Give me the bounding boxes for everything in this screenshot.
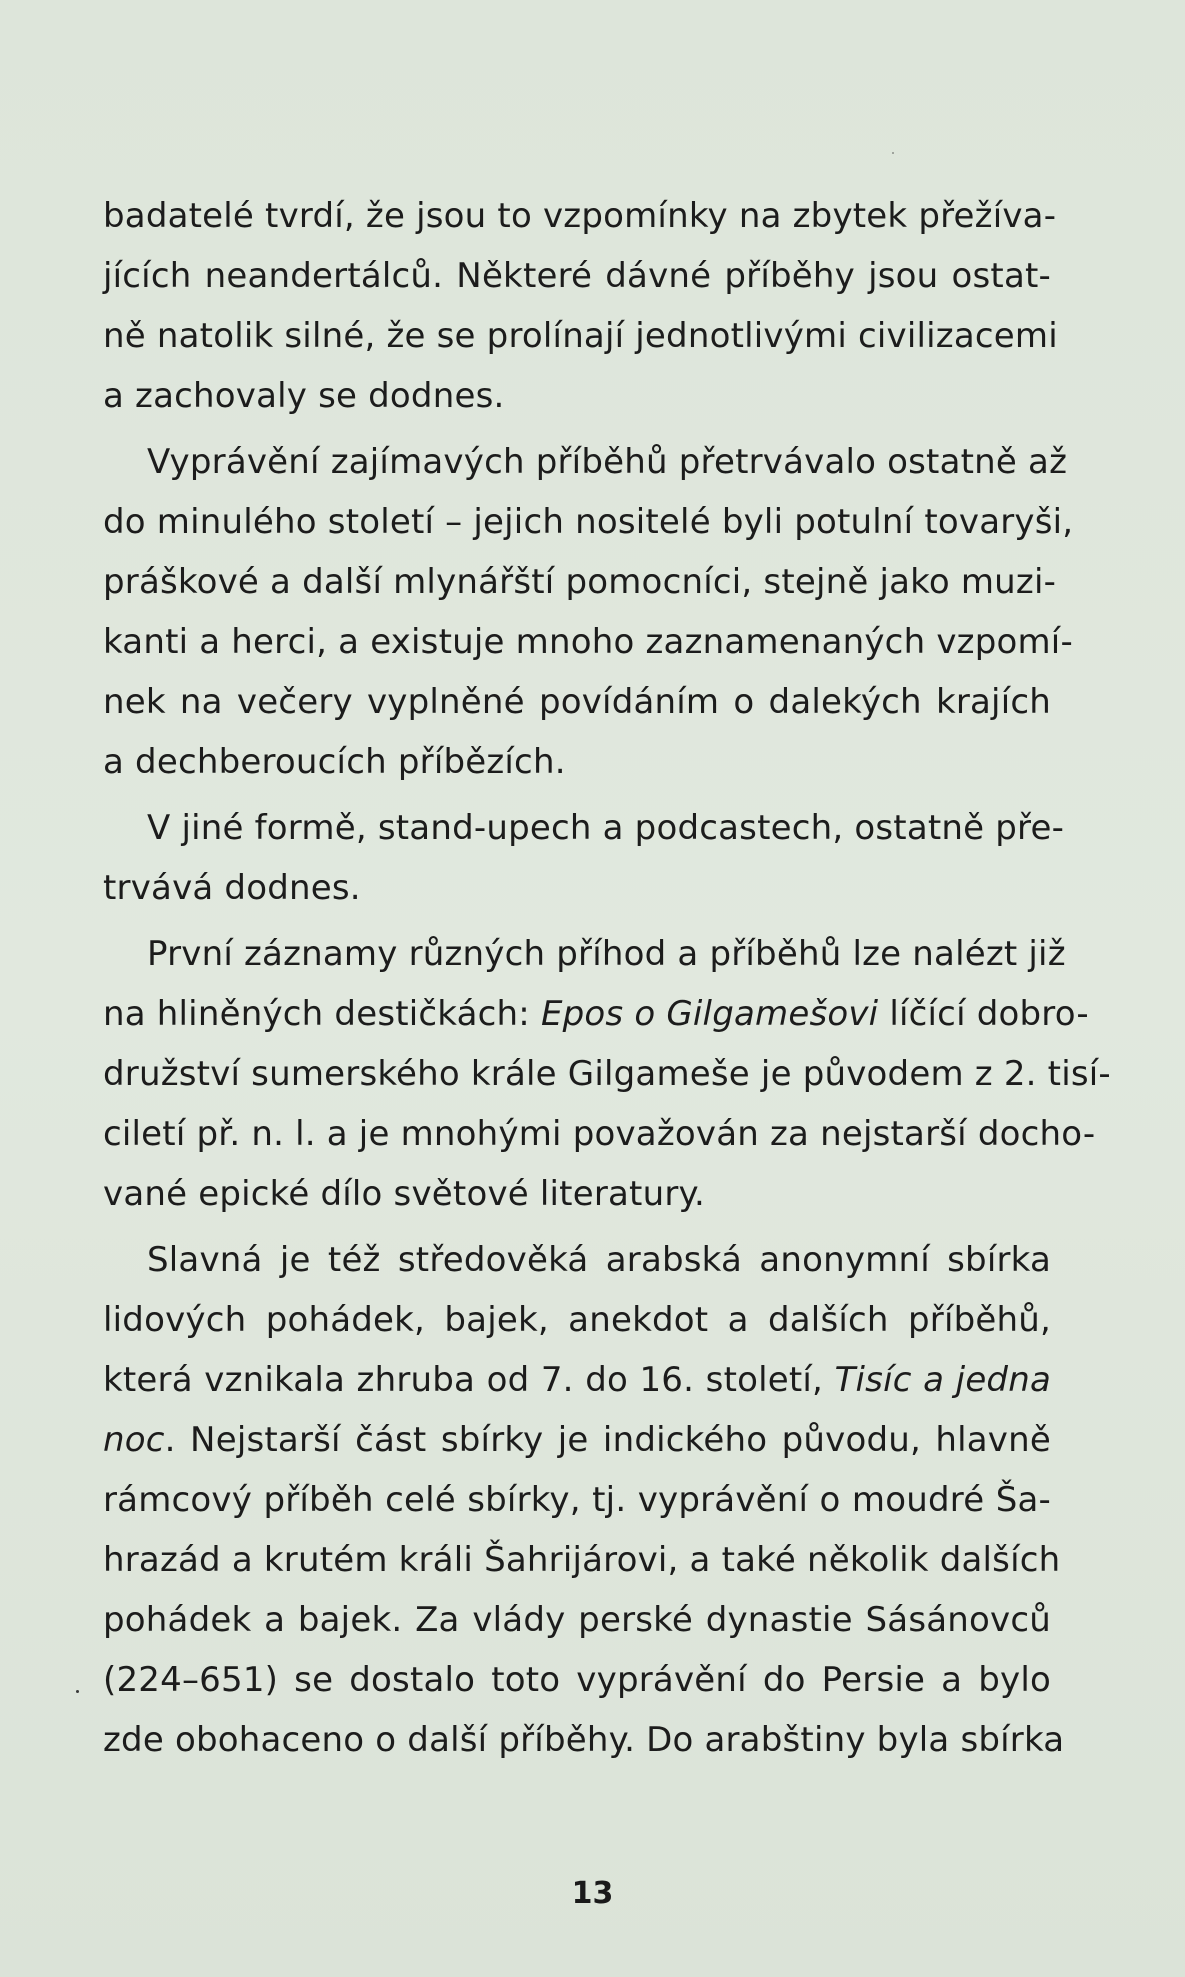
text-run: . Nejstarší část sbírky je indického původu, hlavně xyxy=(164,1420,1051,1460)
text-run: na hliněných destičkách: xyxy=(103,994,530,1034)
text-line: lidových pohádek, bajek, anekdot a dalších příběhů, xyxy=(103,1300,1051,1340)
text-run: která vznikala zhruba od 7. do 16. století, xyxy=(103,1360,824,1400)
text-line: rámcový příběh celé sbírky, tj. vyprávění o moudré Ša- xyxy=(103,1480,1051,1520)
text-line: nek na večery vyplněné povídáním o dalekých krajích xyxy=(103,682,1051,722)
text-line xyxy=(103,1410,1051,1470)
text-line: První záznamy různých příhod a příběhů lze nalézt již xyxy=(147,934,1066,974)
text-line: V jiné formě, stand-upech a podcastech, ostatně pře- xyxy=(147,808,1065,848)
book-title-italic: noc xyxy=(103,1420,165,1460)
print-speck xyxy=(76,1690,79,1693)
text-line: a zachovaly se dodnes. xyxy=(103,376,505,416)
text-line: práškové a další mlynářští pomocníci, stejně jako muzi- xyxy=(103,562,1057,602)
print-speck xyxy=(892,152,894,154)
text-line: Vyprávění zajímavých příběhů přetrvávalo ostatně až xyxy=(147,442,1068,482)
text-line: trvává dodnes. xyxy=(103,868,361,908)
text-line: a dechberoucích příbězích. xyxy=(103,742,566,782)
text-line: vané epické dílo světové literatury. xyxy=(103,1174,705,1214)
text-line: hrazád a krutém králi Šahrijárovi, a také několik dalších xyxy=(103,1540,1061,1580)
text-line: ciletí př. n. l. a je mnohými považován za nejstarší docho- xyxy=(103,1114,1096,1154)
text-line: badatelé tvrdí, že jsou to vzpomínky na zbytek přežíva- xyxy=(103,196,1057,236)
text-run: líčící dobro- xyxy=(889,994,1089,1034)
book-title-italic: Epos o Gilgamešovi xyxy=(540,994,879,1034)
page-number: 13 xyxy=(571,1876,614,1911)
text-line: pohádek a bajek. Za vlády perské dynastie Sásánovců xyxy=(103,1600,1051,1640)
text-line: jících neandertálců. Některé dávné příběhy jsou ostat- xyxy=(103,256,1051,296)
text-line: družství sumerského krále Gilgameše je původem z 2. tisí- xyxy=(103,1054,1111,1094)
text-line: Slavná je též středověká arabská anonymní sbírka xyxy=(147,1240,1051,1280)
text-line xyxy=(103,1350,1051,1410)
text-line: kanti a herci, a existuje mnoho zaznamenaných vzpomí- xyxy=(103,622,1073,662)
text-line xyxy=(103,984,1089,1044)
text-line: (224–651) se dostalo toto vyprávění do Persie a bylo xyxy=(103,1660,1051,1700)
text-line: ně natolik silné, že se prolínají jednotlivými civilizacemi xyxy=(103,316,1058,356)
text-line: do minulého století – jejich nositelé byli potulní tovaryši, xyxy=(103,502,1074,542)
book-title-italic: Tisíc a jedna xyxy=(834,1360,1051,1400)
text-line: zde obohaceno o další příběhy. Do arabštiny byla sbírka xyxy=(103,1720,1065,1760)
